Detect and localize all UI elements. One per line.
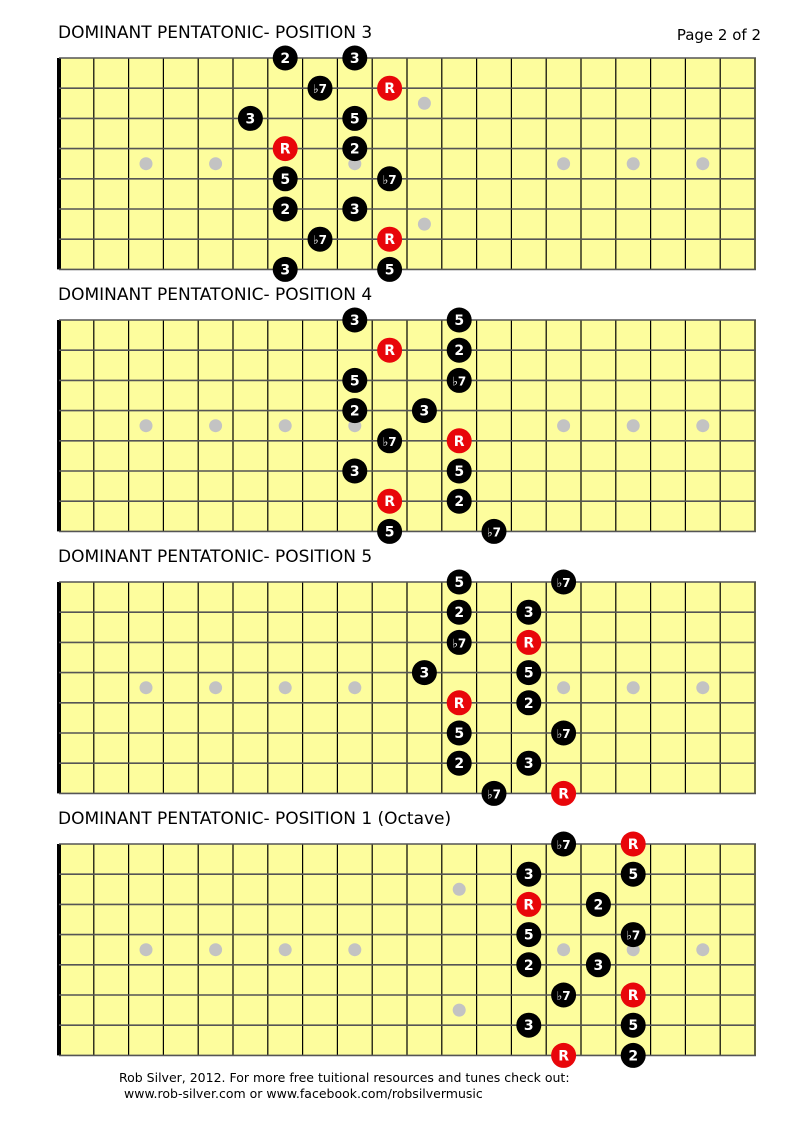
fret-marker-dot: [209, 943, 222, 956]
note-label: 5: [628, 867, 639, 884]
scale-note-marker: [551, 832, 576, 857]
note-label: 5: [523, 927, 534, 944]
note-label: 3: [245, 111, 256, 128]
note-label: 2: [454, 494, 465, 511]
scale-note-marker: [621, 1043, 646, 1068]
diagram-title: DOMINANT PENTATONIC- POSITION 1 (Octave): [58, 809, 452, 829]
note-label: 3: [280, 262, 291, 279]
fret-marker-dot: [696, 943, 709, 956]
scale-note-marker: [551, 983, 576, 1008]
note-label: R: [384, 494, 395, 511]
root-note-marker: [516, 892, 541, 917]
note-label: ♭7: [312, 82, 328, 97]
scale-note-marker: [516, 1013, 541, 1038]
note-label: 5: [280, 171, 291, 188]
footer-credits: [119, 1070, 570, 1102]
fret-marker-dot: [140, 943, 153, 956]
note-label: ♭7: [382, 434, 397, 449]
note-label: R: [453, 433, 465, 450]
note-label: 2: [280, 202, 291, 218]
scale-note-marker: [621, 1013, 646, 1038]
note-label: R: [523, 897, 535, 914]
note-label: 2: [349, 141, 360, 158]
note-label: ♭7: [452, 636, 467, 651]
page-number: Page 2 of 2: [676, 26, 761, 44]
note-label: R: [627, 988, 639, 1004]
scale-note-marker: [516, 862, 541, 887]
note-label: 3: [349, 51, 360, 67]
note-label: ♭7: [556, 989, 571, 1003]
note-label: ♭7: [556, 576, 571, 590]
note-label: 5: [523, 665, 534, 682]
note-label: R: [384, 343, 395, 360]
note-label: R: [558, 786, 569, 803]
note-label: 2: [280, 51, 291, 67]
fret-marker-dot: [348, 943, 361, 956]
root-note-marker: [551, 1043, 576, 1068]
note-label: 2: [628, 1048, 639, 1065]
note-label: 3: [523, 756, 534, 773]
note-label: 5: [454, 464, 465, 480]
note-label: 5: [349, 111, 360, 128]
root-note-marker: [621, 832, 646, 857]
fret-marker-dot: [453, 883, 466, 896]
note-label: ♭7: [486, 525, 502, 540]
note-label: R: [279, 141, 291, 158]
note-label: 5: [628, 1018, 639, 1035]
note-label: 3: [593, 957, 604, 974]
note-label: R: [558, 1048, 569, 1065]
note-label: 5: [384, 524, 395, 541]
note-label: ♭7: [556, 727, 571, 741]
note-label: ♭7: [626, 928, 641, 943]
scale-note-marker: [586, 952, 611, 977]
fret-marker-dot: [279, 943, 292, 956]
fret-marker-dot: [557, 943, 570, 956]
note-label: ♭7: [556, 838, 571, 852]
note-label: 5: [454, 726, 465, 742]
note-label: 3: [349, 464, 360, 480]
note-label: 5: [454, 575, 465, 591]
note-label: 2: [523, 695, 534, 712]
scale-note-marker: [586, 892, 611, 917]
note-label: 5: [349, 373, 360, 390]
note-label: 2: [454, 756, 465, 773]
diagram-title: DOMINANT PENTATONIC- POSITION 4: [58, 285, 373, 305]
note-label: 2: [593, 897, 604, 914]
footer-line-links: www.rob-silver.com or www.facebook.com/robsilvermusic: [124, 1086, 483, 1101]
note-label: 3: [349, 313, 360, 329]
note-label: 2: [454, 605, 465, 622]
footer-line-credit: Rob Silver, 2012. For more free tuitional resources and tunes check out:: [119, 1070, 570, 1085]
diagram-title: DOMINANT PENTATONIC- POSITION 3: [58, 23, 373, 43]
root-note-marker: [621, 983, 646, 1008]
note-label: 3: [523, 1018, 534, 1035]
scale-note-marker: [621, 862, 646, 887]
note-label: 2: [523, 957, 534, 974]
diagram-title: DOMINANT PENTATONIC- POSITION 5: [58, 547, 373, 567]
note-label: 3: [523, 867, 534, 884]
scale-note-marker: [516, 952, 541, 977]
note-label: ♭7: [382, 172, 397, 187]
note-label: R: [384, 81, 395, 98]
note-label: R: [453, 695, 465, 712]
note-label: 5: [384, 262, 395, 279]
note-label: R: [384, 232, 395, 249]
note-label: ♭7: [486, 787, 502, 802]
scale-note-marker: [516, 922, 541, 947]
fret-marker-dot: [453, 1004, 466, 1017]
note-label: 3: [419, 403, 430, 420]
note-label: 3: [523, 605, 534, 622]
note-label: ♭7: [452, 374, 467, 389]
note-label: R: [627, 837, 639, 853]
note-label: R: [523, 635, 535, 652]
note-label: 2: [349, 403, 360, 420]
note-label: 2: [454, 343, 465, 360]
scale-note-marker: [621, 922, 646, 947]
note-label: 3: [349, 202, 360, 218]
note-label: 5: [454, 313, 465, 329]
note-label: 3: [419, 665, 430, 682]
note-label: ♭7: [312, 233, 328, 248]
